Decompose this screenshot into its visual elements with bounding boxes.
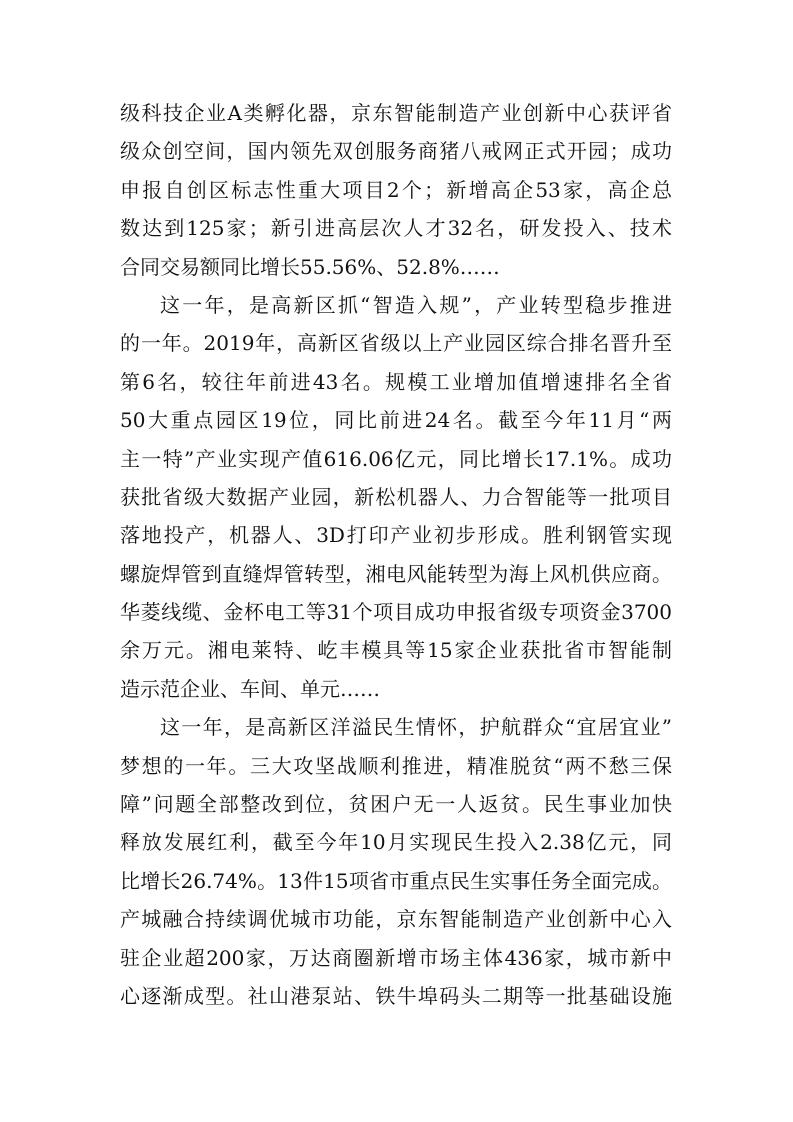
paragraph xyxy=(120,94,672,286)
text-line: 华菱线缆、金杯电工等31个项目成功申报省级专项资金3700 xyxy=(120,600,672,625)
text-line: 主一特”产业实现产值616.06亿元，同比增长17.1%。成功 xyxy=(120,446,672,471)
paragraph xyxy=(120,708,672,1015)
paragraph xyxy=(120,286,672,708)
text-line: 级众创空间，国内领先双创服务商猪八戒网正式开园；成功 xyxy=(120,139,672,164)
text-line: 50大重点园区19位，同比前进24名。截至今年11月“两 xyxy=(120,408,672,433)
text-line: 获批省级大数据产业园，新松机器人、力合智能等一批项目 xyxy=(120,484,672,509)
text-line: 落地投产，机器人、3D打印产业初步形成。胜利钢管实现 xyxy=(120,523,672,548)
text-line: 申报自创区标志性重大项目2个；新增高企53家，高企总 xyxy=(120,177,672,202)
text-line: 的一年。2019年，高新区省级以上产业园区综合排名晋升至 xyxy=(120,331,672,356)
text-line: 这一年，是高新区抓“智造入规”，产业转型稳步推进 xyxy=(160,292,672,317)
text-line: 第6名，较往年前进43名。规模工业增加值增速排名全省 xyxy=(120,369,672,394)
text-line: 合同交易额同比增长55.56%、52.8%…… xyxy=(120,254,500,279)
text-line: 释放发展红利，截至今年10月实现民生投入2.38亿元，同 xyxy=(120,830,672,855)
text-line: 余万元。湘电莱特、屹丰模具等15家企业获批省市智能制 xyxy=(120,638,672,663)
text-line: 心逐渐成型。社山港泵站、铁牛埠码头二期等一批基础设施 xyxy=(120,983,672,1008)
text-line: 造示范企业、车间、单元…… xyxy=(120,676,380,701)
text-line: 数达到125家；新引进高层次人才32名，研发投入、技术 xyxy=(120,216,672,241)
text-line: 级科技企业A类孵化器，京东智能制造产业创新中心获评省 xyxy=(120,101,672,125)
text-line: 产城融合持续调优城市功能，京东智能制造产业创新中心入 xyxy=(120,907,672,932)
text-line: 比增长26.74%。13件15项省市重点民生实事任务全面完成。 xyxy=(120,868,672,893)
text-line: 螺旋焊管到直缝焊管转型，湘电风能转型为海上风机供应商。 xyxy=(120,561,672,586)
document-page xyxy=(120,94,672,1015)
text-line: 梦想的一年。三大攻坚战顺利推进，精准脱贫“两不愁三保 xyxy=(120,753,672,778)
text-line: 障”问题全部整改到位，贫困户无一人返贫。民生事业加快 xyxy=(120,792,672,817)
text-line: 驻企业超200家，万达商圈新增市场主体436家，城市新中 xyxy=(120,945,672,970)
text-line: 这一年，是高新区洋溢民生情怀，护航群众“宜居宜业” xyxy=(160,715,672,740)
